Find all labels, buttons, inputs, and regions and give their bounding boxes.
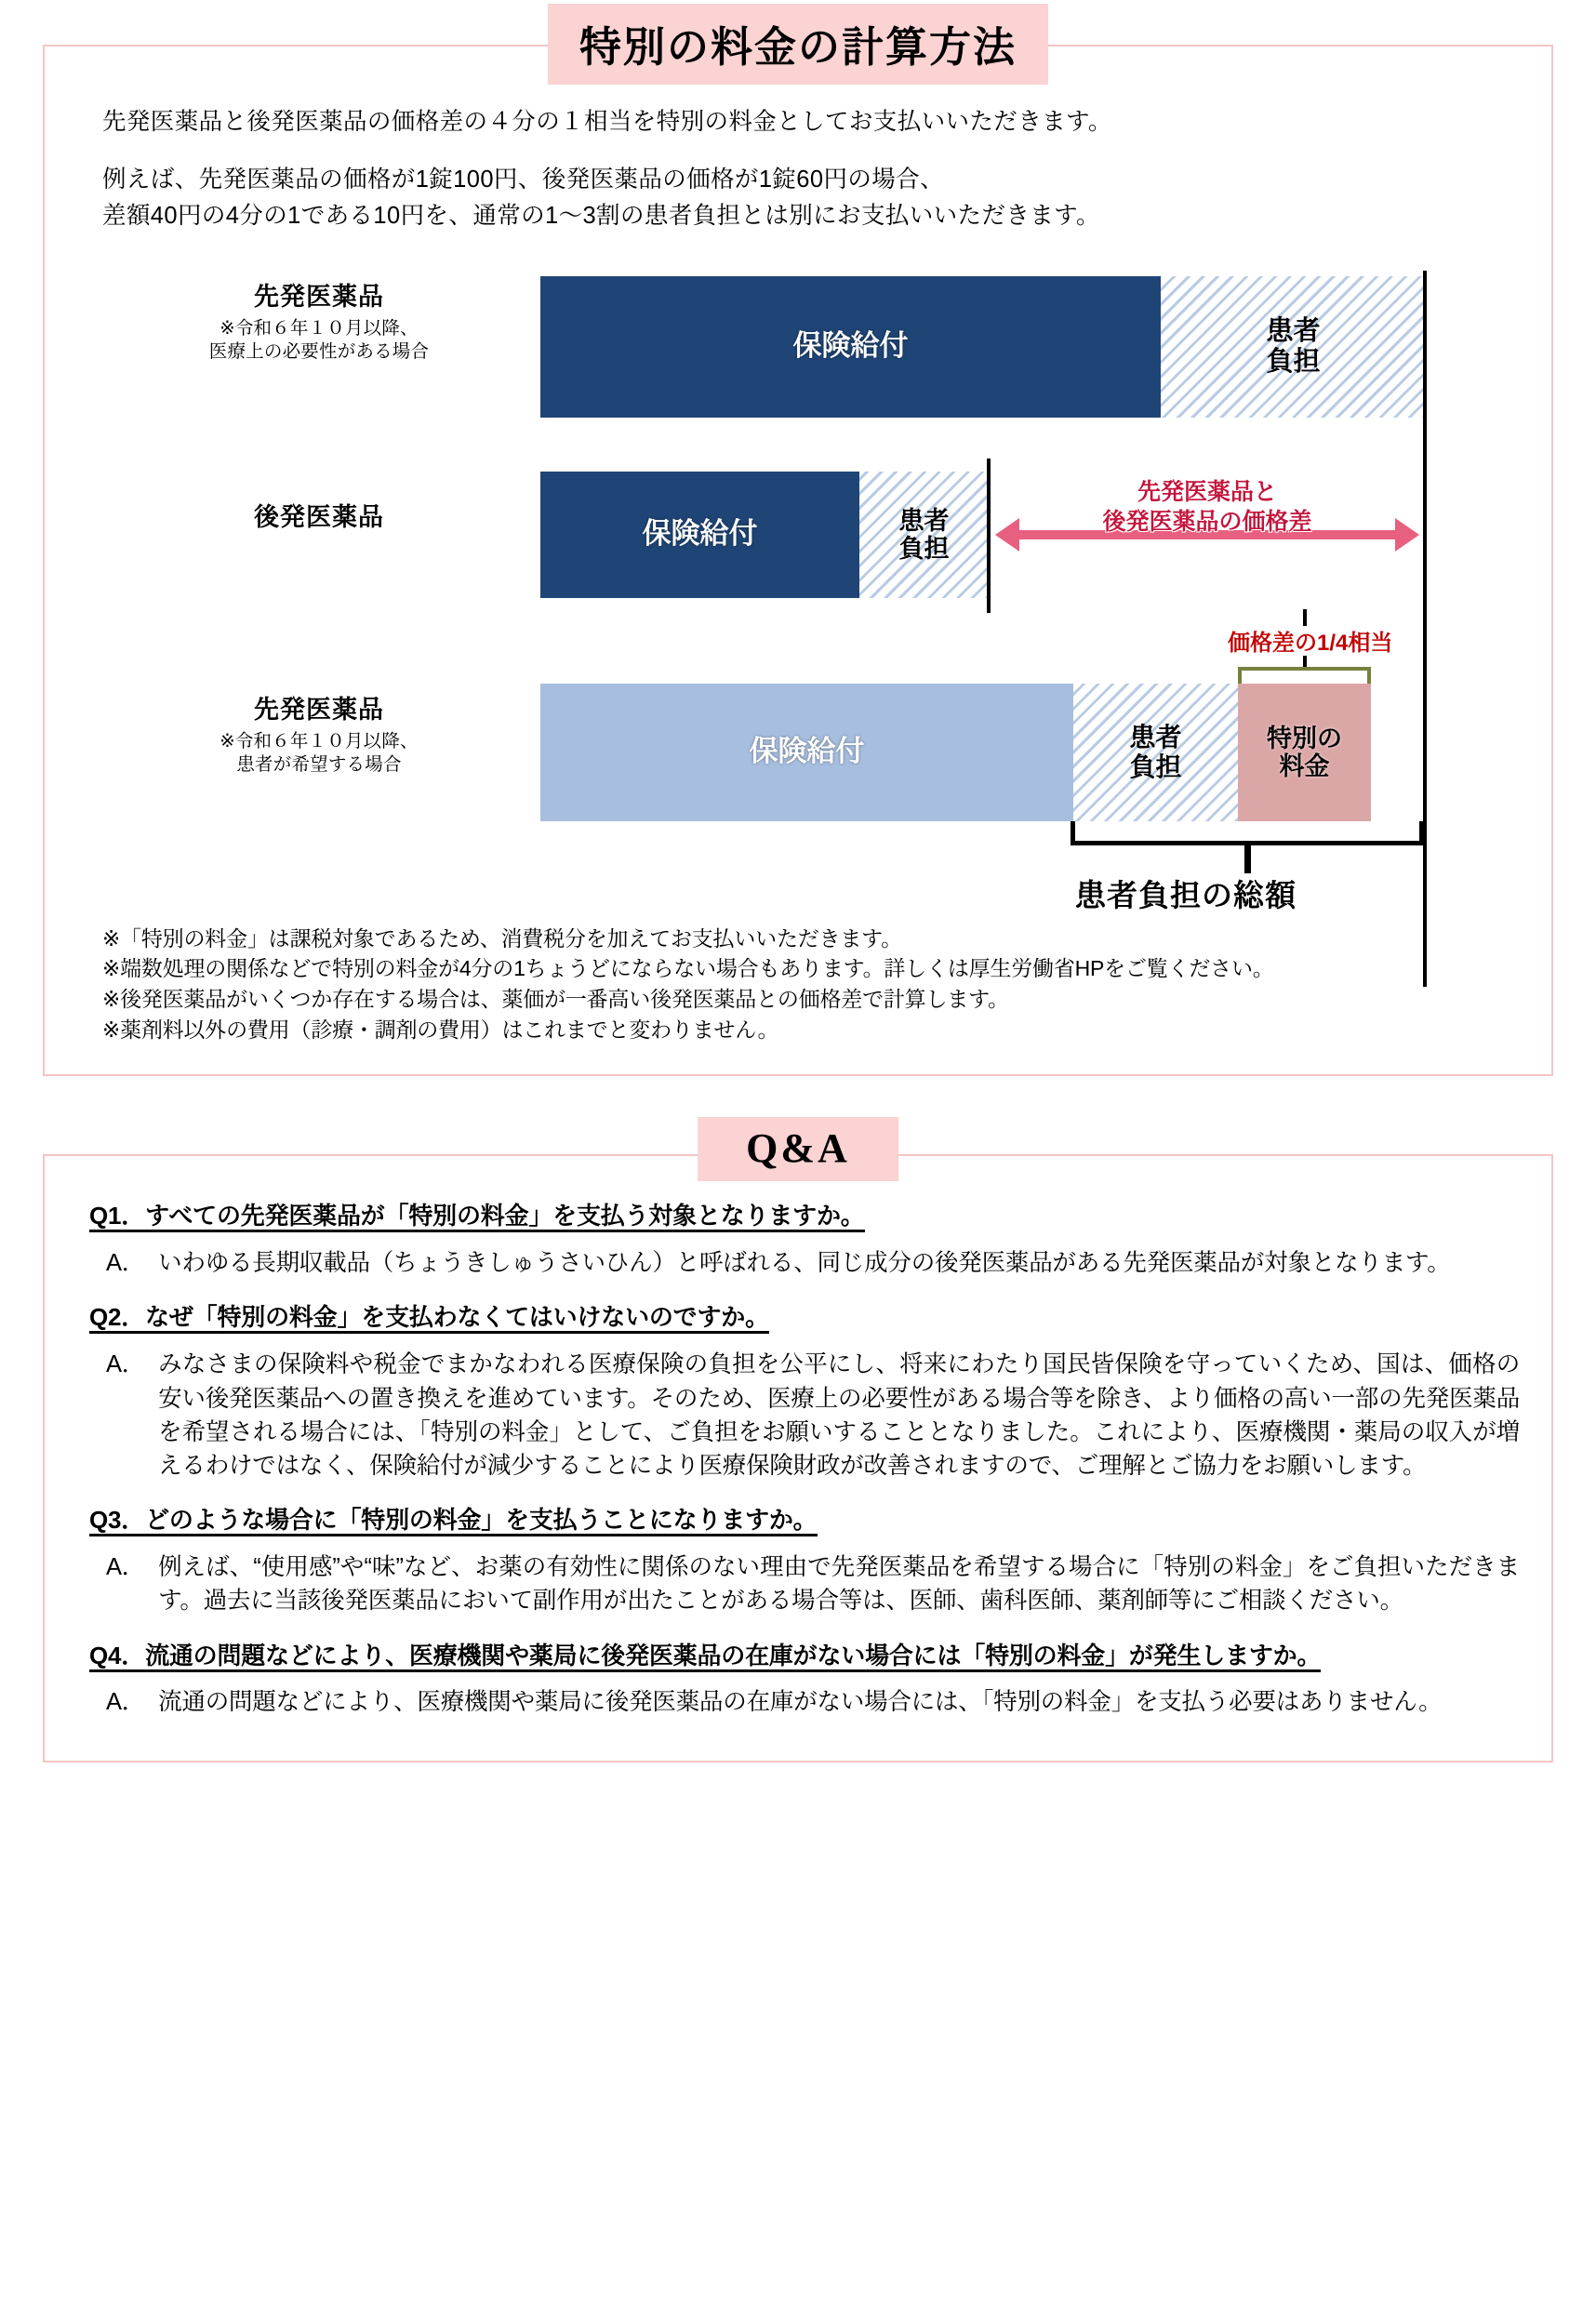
qa-item [89,1503,1520,1617]
total-burden-bracket-stem [1244,845,1251,873]
calculation-method-panel [43,45,1553,1076]
row1-burden-label-1: 患者 [1266,316,1321,347]
calc-note-4: ※薬剤料以外の費用（診療・調剤の費用）はこれまでと変わりません。 [102,1017,779,1042]
row2-burden-label-1: 患者 [898,506,950,535]
intro-example-line-2: 差額40円の4分の1である10円を、通常の1～3割の患者負担とは別にお支払いいただきます。 [102,202,1100,229]
price-structure-diagram [45,265,1551,916]
row3-label-sub-1: ※令和６年１０月以降、 [219,730,419,751]
calc-note-1: ※「特別の料金」は課税対象であるため、消費税分を加えてお支払いいただきます。 [102,925,902,951]
calc-section-title: 特別の料金の計算方法 [548,4,1048,85]
row2-insurance-segment [540,472,859,598]
row3-label-sub-2: 患者が希望する場合 [236,753,402,775]
qa-answer-body: 流通の問題などにより、医療機関や薬局に後発医薬品の在庫がない場合には、「特別の料金」を支払う必要はありません。 [158,1689,1443,1716]
qa-answer-body: いわゆる長期収載品（ちょうきしゅうさいひん）と呼ばれる、同じ成分の後発医薬品がある先発医薬品が対象となります。 [158,1250,1451,1277]
row1-label-sub-1: ※令和６年１０月以降、 [219,317,419,339]
qa-answer [89,1685,1520,1719]
qa-question: Q4．流通の問題などにより、医療機関や薬局に後発医薬品の在庫がない場合には「特別の料金」が発生しますか。 [89,1642,1321,1672]
qa-item [89,1639,1520,1720]
row1-insurance-label: 保険給付 [792,329,909,363]
qa-question: Q1．すべての先発医薬品が「特別の料金」を支払う対象となりますか。 [89,1202,865,1232]
row3-burden-label-1: 患者 [1129,723,1182,752]
intro-example-line-1: 例えば、先発医薬品の価格が1錠100円、後発医薬品の価格が1錠60円の場合、 [102,166,944,193]
qa-answer [89,1246,1520,1280]
arrow-text-line-2: 後発医薬品の価格差 [1102,508,1312,535]
qa-list [45,1199,1551,1719]
qa-question: Q3．どのような場合に「特別の料金」を支払うことになりますか。 [89,1506,818,1536]
row3-burden-label-2: 負担 [1129,751,1182,781]
document-page [0,23,1596,2301]
row1-label [166,282,472,364]
qa-section-title: Q&A [698,1117,898,1181]
row2-label [166,502,472,534]
qa-answer [89,1550,1520,1617]
row1-insurance-segment [540,276,1161,418]
qa-answer-body: 例えば、“使用感”や“味”など、お薬の有効性に関係のない理由で先発医薬品を希望する場合に「特別の料金」をご負担いただきます。過去に当該後発医薬品において副作用が出たことがある場合等は、医師、歯科医師、薬剤師等にご相談ください。 [158,1554,1520,1615]
row2-label-main: 後発医薬品 [254,502,384,531]
quarter-share-label: 価格差の1/4相当 [1228,630,1393,656]
row2-insurance-label: 保険給付 [642,517,758,551]
row2-burden-label-2: 負担 [898,534,950,563]
quarter-bracket [1238,667,1371,684]
arrow-text-line-1: 先発医薬品と [1137,478,1277,505]
right-reference-line [1423,271,1427,987]
row3-insurance-segment [540,684,1073,821]
calc-note-2: ※端数処理の関係などで特別の料金が4分の1ちょうどにならない場合もあります。詳しくは厚生労働省HPをご覧ください。 [102,956,1274,981]
row1-label-sub-2: 医療上の必要性がある場合 [208,340,430,362]
calc-note-3: ※後発医薬品がいくつか存在する場合は、薬価が一番高い後発医薬品との価格差で計算します。 [102,987,1009,1012]
special-fee-label-1: 特別の [1267,724,1342,752]
qa-answer-mark: A． [106,1250,146,1277]
qa-question-wrap [89,1199,1520,1233]
quarter-tick-top [1303,609,1307,626]
qa-answer-mark: A． [106,1554,146,1581]
row3-label [166,695,472,777]
qa-question: Q2．なぜ「特別の料金」を支払わなくてはいけないのですか。 [89,1303,769,1334]
calc-notes-block [45,916,1551,1051]
intro-example-block [102,162,1514,233]
qa-answer-mark: A． [106,1351,146,1378]
qa-item [89,1199,1520,1280]
row1-burden-label-2: 負担 [1266,346,1321,377]
row2-patient-burden-segment [859,472,989,598]
row3-label-main: 先発医薬品 [254,695,384,724]
row3-insurance-label: 保険給付 [749,735,865,768]
qa-answer [89,1348,1520,1483]
qa-item [89,1300,1520,1483]
row3-patient-burden-segment [1073,684,1238,821]
qa-question-wrap [89,1503,1520,1537]
special-fee-label-2: 料金 [1279,751,1330,780]
generic-price-reference-line [987,459,991,613]
total-burden-label: 患者負担の総額 [1075,877,1297,912]
row3-special-fee-segment [1238,684,1371,821]
price-difference-arrow [995,472,1419,598]
row1-label-main: 先発医薬品 [254,282,384,311]
qa-answer-body: みなさまの保険料や税金でまかなわれる医療保険の負担を公平にし、将来にわたり国民皆保険を守っていくため、国は、価格の安い後発医薬品への置き換えを進めています。そのため、医療上の必要性がある場合等を除き、より価格の高い一部の先発医薬品を希望される場合には、「特別の料金」として、ご負担をお願いすることとなりました。これにより、医療機関・薬局の収入が増えるわけではなく、保険給付が減少することにより医療保険財政が改善されますので、ご理解とご協力をお願いします。 [158,1351,1520,1479]
qa-answer-mark: A． [106,1689,146,1716]
qa-question-wrap [89,1300,1520,1335]
qa-question-wrap [89,1639,1520,1673]
row1-patient-burden-segment [1161,276,1426,418]
total-burden-bracket [1071,821,1424,845]
intro-text-block [45,104,1551,233]
intro-lead-line: 先発医薬品と後発医薬品の価格差の４分の１相当を特別の料金としてお支払いいただきます。 [102,109,1112,135]
qa-panel [43,1154,1553,1762]
